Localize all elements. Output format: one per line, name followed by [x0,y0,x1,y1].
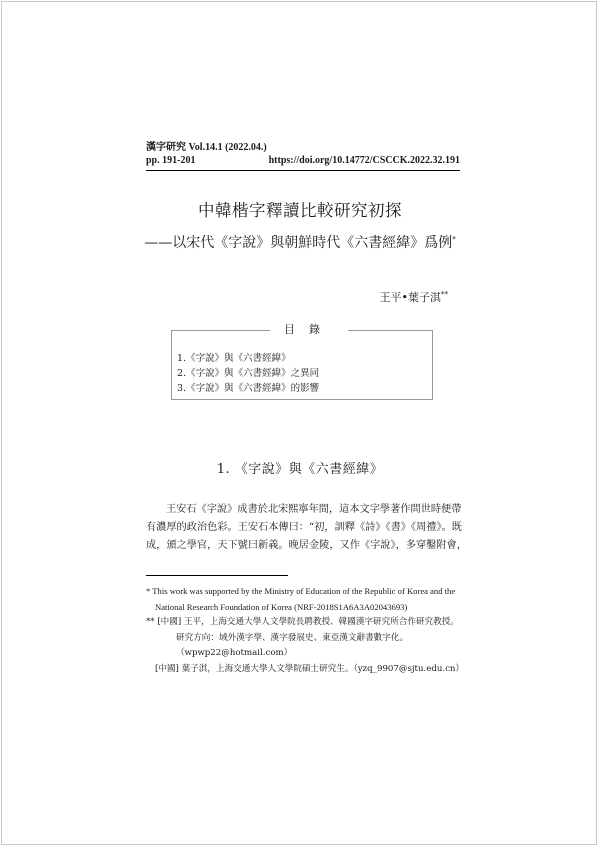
footnote-2-line-3: （wpwp22@hotmail.com） [176,648,293,658]
body-line-1: 王安石《字說》成書於北宋熙寧年間，這本文字學著作問世時便帶 [166,504,462,515]
author-line [380,289,449,305]
header-rule [146,170,460,171]
subtitle-text: ——以宋代《字說》與朝鮮時代《六書經緯》爲例 [144,235,453,251]
footnote-1-line-2: National Research Foundation of Korea (NRF-2018S1A6A3A02043693) [155,601,408,612]
author-footnote-mark[interactable]: ** [441,290,448,299]
table-of-contents [171,323,433,400]
paper-subtitle [0,232,600,252]
toc-heading: 目錄 [270,323,348,336]
footnote-rule [146,575,288,576]
toc-item-1[interactable]: 1.《字說》與《六書經緯》 [177,353,291,364]
body-paragraph [146,501,467,555]
journal-header [146,141,460,167]
footnotes [146,584,466,677]
footnote-2-line-2: 研究方向：域外漢字學、漢字發展史、東亞漢文辭書數字化。 [176,632,409,643]
journal-name-volume: 漢字研究 Vol.14.1 (2022.04.) [146,142,267,153]
journal-meta-row [146,154,460,167]
toc-item-3[interactable]: 3.《字說》與《六書經緯》的影響 [177,383,320,394]
footnote-3-line-1: [中國] 葉子淇，上海交通大學人文學院碩士研究生。（yzq_9907@sjtu.edu.cn） [155,663,465,674]
toc-heading-wrap [172,323,432,337]
page-border [1,1,597,845]
toc-item-2[interactable]: 2.《字說》與《六書經緯》之異同 [177,368,320,379]
toc-list [177,351,319,396]
footnote-2-line-1: ** [中國] 王平，上海交通大學人文學院長聘教授、韓國漢字研究所合作研究教授。 [146,617,459,627]
subtitle-footnote-mark[interactable]: * [452,235,456,244]
journal-pages: pp. 191-201 [146,155,196,166]
body-line-2: 有濃厚的政治色彩。王安石本傳曰：“初，訓釋《詩》《書》《周禮》。既 [146,522,462,533]
section-heading-1: 1. 《字說》與《六書經緯》 [216,462,384,477]
author-names: 王平•葉子淇 [379,291,441,304]
body-line-3: 成，頒之學官，天下號曰新義。晚居金陵，又作《字說》，多穿鑿附會， [146,540,467,551]
paper-title: 中韓楷字釋讀比較研究初探 [198,201,402,220]
journal-doi[interactable]: https://doi.org/10.14772/CSCCK.2022.32.191 [268,155,460,166]
footnote-1-line-1: * This work was supported by the Ministry of Education of the Republic of Korea and the [146,586,456,596]
